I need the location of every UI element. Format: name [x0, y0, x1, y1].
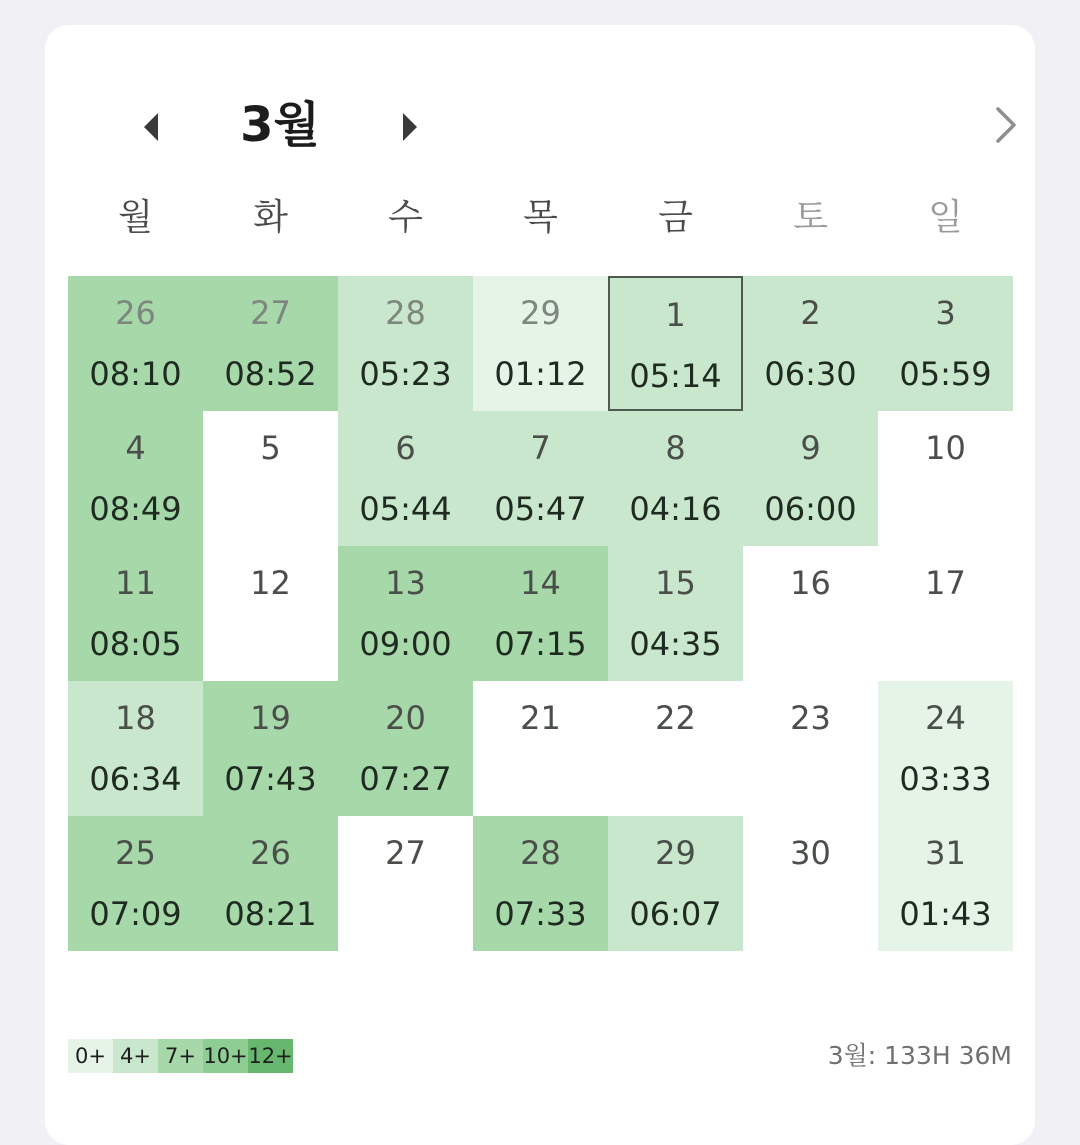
- weekday-mon: 월: [118, 197, 153, 238]
- day-duration: 07:15: [494, 625, 587, 663]
- day-cell[interactable]: [473, 411, 608, 546]
- day-cell[interactable]: [743, 276, 878, 411]
- day-duration: 06:07: [629, 895, 722, 933]
- day-number: 31: [925, 834, 966, 872]
- calendar-grid: [68, 276, 1013, 951]
- day-duration: 07:43: [224, 760, 317, 798]
- day-cell[interactable]: [878, 681, 1013, 816]
- day-cell[interactable]: [743, 546, 878, 681]
- day-cell[interactable]: [608, 411, 743, 546]
- day-cell[interactable]: [743, 411, 878, 546]
- day-cell[interactable]: [68, 681, 203, 816]
- day-number: 8: [665, 429, 686, 467]
- weekday-wed: 수: [388, 197, 423, 238]
- day-cell[interactable]: [878, 546, 1013, 681]
- day-cell[interactable]: [608, 681, 743, 816]
- day-cell[interactable]: [608, 816, 743, 951]
- day-cell[interactable]: [68, 411, 203, 546]
- day-cell[interactable]: [878, 816, 1013, 951]
- day-number: 5: [260, 429, 281, 467]
- day-duration: 06:00: [764, 490, 857, 528]
- day-number: 25: [115, 834, 156, 872]
- day-cell[interactable]: [743, 681, 878, 816]
- day-cell[interactable]: [338, 276, 473, 411]
- day-cell[interactable]: [473, 681, 608, 816]
- day-duration: 06:30: [764, 355, 857, 393]
- day-number: 23: [790, 699, 831, 737]
- day-cell[interactable]: [68, 546, 203, 681]
- day-cell[interactable]: [878, 411, 1013, 546]
- day-cell[interactable]: [338, 411, 473, 546]
- day-duration: 07:09: [89, 895, 182, 933]
- day-duration: 01:43: [899, 895, 992, 933]
- day-number: 18: [115, 699, 156, 737]
- day-duration: 08:05: [89, 625, 182, 663]
- legend-item: 0+: [68, 1039, 113, 1073]
- weekday-header: [68, 190, 1013, 246]
- day-cell[interactable]: [608, 546, 743, 681]
- day-duration: 06:34: [89, 760, 182, 798]
- day-cell[interactable]: [743, 816, 878, 951]
- day-number: 22: [655, 699, 696, 737]
- day-number: 9: [800, 429, 821, 467]
- day-duration: 04:16: [629, 490, 722, 528]
- day-cell[interactable]: [473, 546, 608, 681]
- legend-item: 4+: [113, 1039, 158, 1073]
- day-duration: 07:27: [359, 760, 452, 798]
- day-number: 10: [925, 429, 966, 467]
- month-title: 3월: [240, 97, 320, 153]
- legend-item: 7+: [158, 1039, 203, 1073]
- day-cell[interactable]: [338, 546, 473, 681]
- day-duration: 01:12: [494, 355, 587, 393]
- day-number: 27: [250, 294, 291, 332]
- day-duration: 05:59: [899, 355, 992, 393]
- weekday-sun: 일: [928, 197, 963, 238]
- day-duration: 08:52: [224, 355, 317, 393]
- day-duration: 03:33: [899, 760, 992, 798]
- day-number: 15: [655, 564, 696, 602]
- next-month-arrow-icon[interactable]: [403, 113, 417, 141]
- prev-month-arrow-icon[interactable]: [144, 113, 158, 141]
- day-duration: 05:23: [359, 355, 452, 393]
- day-number: 13: [385, 564, 426, 602]
- day-number: 1: [665, 296, 686, 334]
- day-duration: 04:35: [629, 625, 722, 663]
- day-number: 19: [250, 699, 291, 737]
- day-duration: 08:21: [224, 895, 317, 933]
- chevron-right-icon[interactable]: [983, 103, 1027, 147]
- day-cell[interactable]: [203, 411, 338, 546]
- day-duration: 08:49: [89, 490, 182, 528]
- day-number: 27: [385, 834, 426, 872]
- day-number: 11: [115, 564, 156, 602]
- day-duration: 08:10: [89, 355, 182, 393]
- day-duration: 05:14: [629, 357, 722, 395]
- day-number: 20: [385, 699, 426, 737]
- day-number: 26: [250, 834, 291, 872]
- day-number: 26: [115, 294, 156, 332]
- color-legend: [68, 1039, 293, 1073]
- day-duration: 05:47: [494, 490, 587, 528]
- legend-item: 10+: [203, 1039, 248, 1073]
- day-cell[interactable]: [203, 546, 338, 681]
- day-number: 28: [385, 294, 426, 332]
- day-duration: 07:33: [494, 895, 587, 933]
- legend-item: 12+: [248, 1039, 293, 1073]
- day-number: 24: [925, 699, 966, 737]
- day-cell[interactable]: [338, 681, 473, 816]
- day-cell[interactable]: [203, 816, 338, 951]
- day-cell[interactable]: [473, 276, 608, 411]
- weekday-tue: 화: [253, 197, 288, 238]
- day-cell[interactable]: [338, 816, 473, 951]
- day-cell[interactable]: [473, 816, 608, 951]
- day-number: 29: [520, 294, 561, 332]
- day-cell[interactable]: [878, 276, 1013, 411]
- day-number: 7: [530, 429, 551, 467]
- weekday-sat: 토: [793, 197, 828, 238]
- day-number: 28: [520, 834, 561, 872]
- day-cell-selected[interactable]: [608, 276, 743, 411]
- day-number: 14: [520, 564, 561, 602]
- day-duration: 05:44: [359, 490, 452, 528]
- day-cell[interactable]: [203, 276, 338, 411]
- day-number: 16: [790, 564, 831, 602]
- day-cell[interactable]: [203, 681, 338, 816]
- day-number: 2: [800, 294, 821, 332]
- day-number: 3: [935, 294, 956, 332]
- weekday-thu: 목: [523, 197, 558, 238]
- day-number: 30: [790, 834, 831, 872]
- day-number: 4: [125, 429, 146, 467]
- day-number: 12: [250, 564, 291, 602]
- day-number: 17: [925, 564, 966, 602]
- day-number: 29: [655, 834, 696, 872]
- weekday-fri: 금: [658, 197, 693, 238]
- day-number: 6: [395, 429, 416, 467]
- day-cell[interactable]: [68, 816, 203, 951]
- day-number: 21: [520, 699, 561, 737]
- monthly-total: 3월: 133H 36M: [827, 1041, 1012, 1070]
- day-cell[interactable]: [68, 276, 203, 411]
- day-duration: 09:00: [359, 625, 452, 663]
